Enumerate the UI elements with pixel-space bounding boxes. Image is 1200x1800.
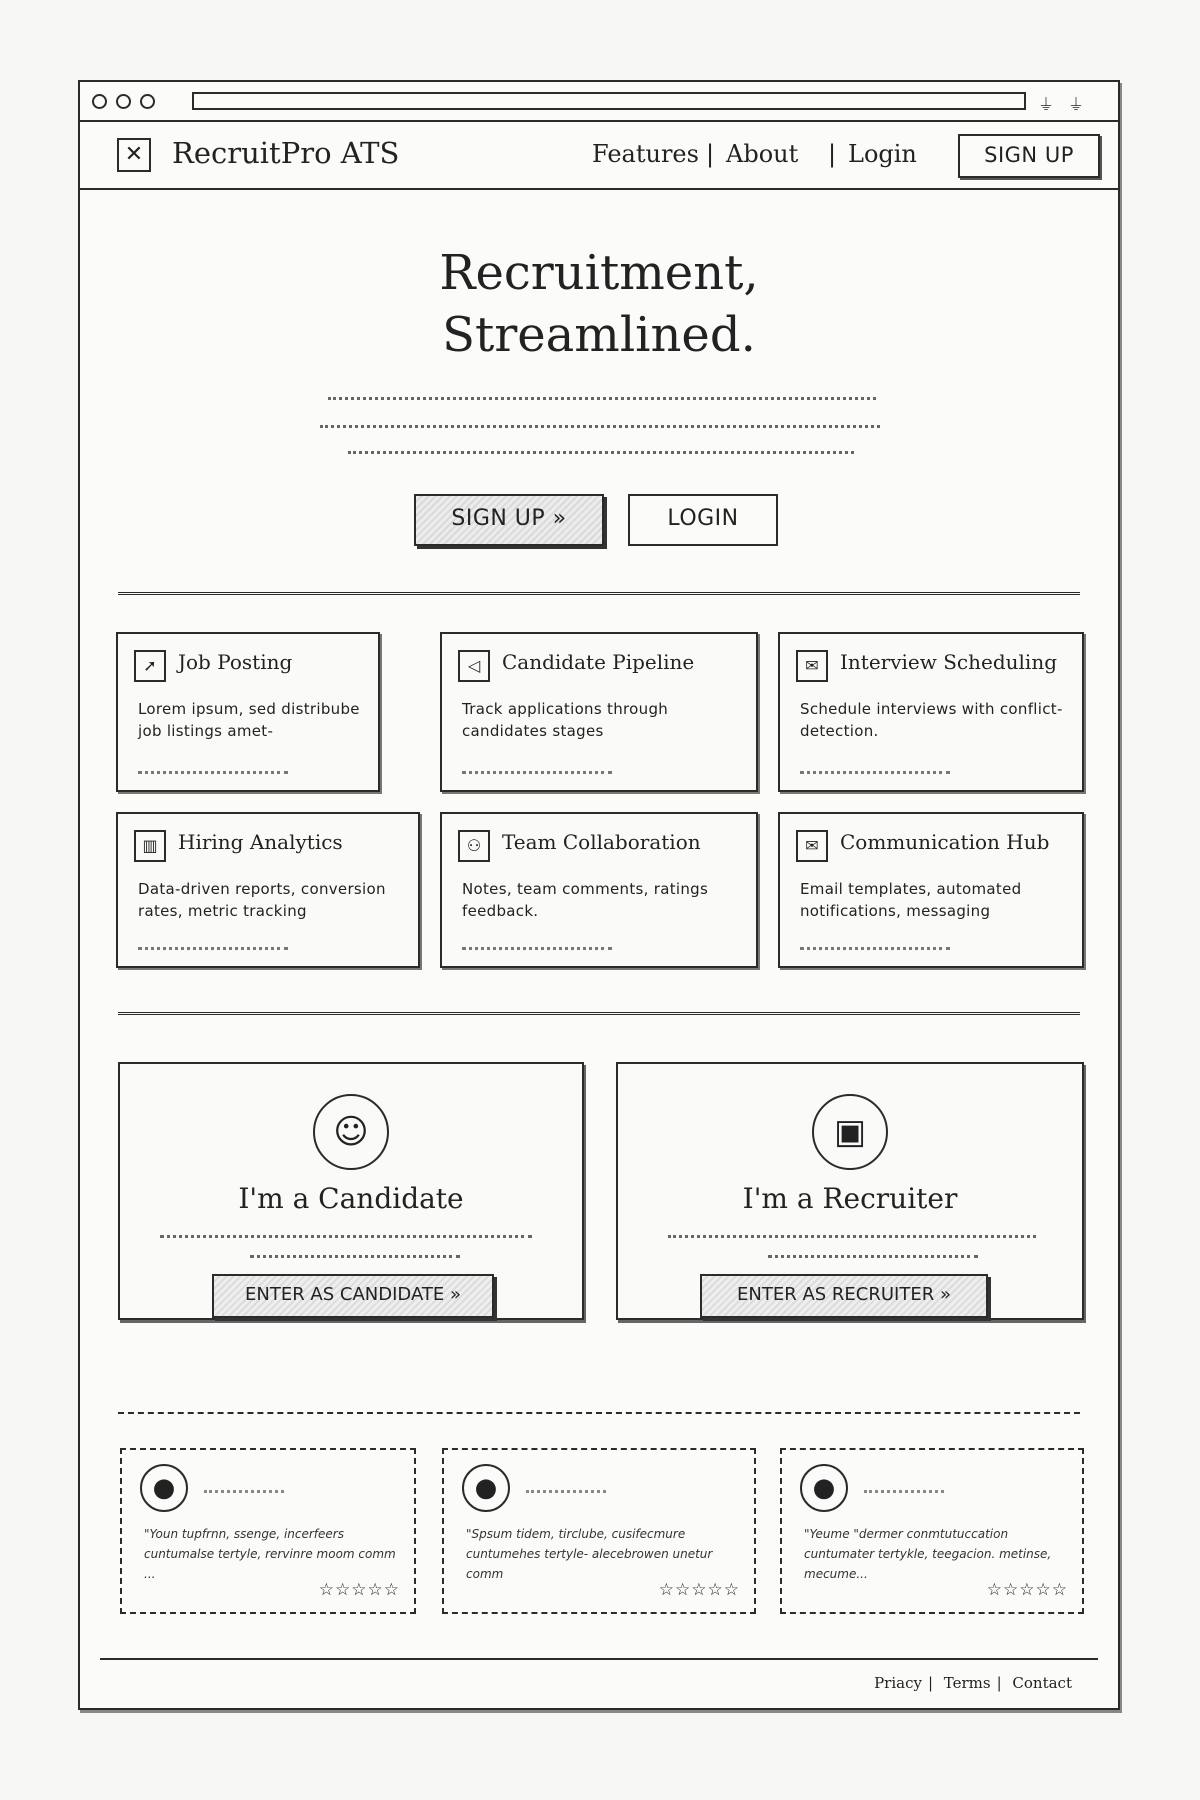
feature-card-team-collaboration[interactable] [440, 812, 758, 968]
logo-icon: ✕ [117, 138, 151, 172]
testimonial-quote: "Spsum tidem, tirclube, cusifecmure cuntumehes tertyle- alecebrowen unetur comm [466, 1527, 713, 1581]
team-icon: ⚇ [458, 830, 490, 862]
avatar-icon: ● [800, 1464, 848, 1512]
brand-name[interactable]: RecruitPro ATS [172, 136, 400, 170]
section-divider [118, 592, 1080, 595]
top-nav [80, 122, 1118, 190]
card-scribble [250, 1254, 460, 1258]
hero-title [80, 242, 1118, 366]
nav-link-login[interactable]: Login [848, 140, 917, 168]
section-divider [118, 1412, 1080, 1414]
hero-signup-button[interactable]: SIGN UP » [414, 494, 604, 546]
hero-subtitle-scribble [348, 448, 854, 454]
testimonial-card [120, 1448, 416, 1614]
chart-icon: ▥ [134, 830, 166, 862]
browser-window [78, 80, 1120, 1710]
enter-as-recruiter-button[interactable]: ENTER AS RECRUITER » [700, 1274, 988, 1318]
enter-as-candidate-button[interactable]: ENTER AS CANDIDATE » [212, 1274, 494, 1318]
feature-description: Lorem ipsum, sed distribube job listings amet- [138, 700, 360, 740]
feature-description: Schedule interviews with conflict- detection. [800, 700, 1063, 740]
testimonial-quote: "Yeume "dermer conmtutuccation cuntumater tertykle, teegacion. metinse, mecume... [804, 1527, 1052, 1581]
section-divider [118, 1012, 1080, 1015]
nav-link-features[interactable]: Features [592, 140, 699, 168]
footer-links: Priacy | Terms | Contact [874, 1674, 1072, 1692]
nav-separator: | [706, 140, 715, 168]
feature-scribble [138, 947, 288, 950]
feature-card-communication-hub[interactable] [778, 812, 1084, 968]
nav-separator: | [828, 140, 837, 168]
card-scribble [668, 1234, 1036, 1238]
feature-title: Job Posting [178, 650, 293, 674]
avatar-icon: ● [462, 1464, 510, 1512]
recruiter-card-title: I'm a Recruiter [742, 1182, 958, 1215]
send-icon: ➚ [134, 650, 166, 682]
nav-link-about[interactable]: About [726, 140, 799, 168]
feature-scribble [800, 771, 950, 774]
hero-subtitle-scribble [320, 422, 880, 428]
footer-link-terms[interactable]: Terms [943, 1674, 991, 1692]
feature-title: Candidate Pipeline [502, 650, 695, 674]
hero-title-line2: Streamlined. [442, 307, 756, 363]
feature-description: Email templates, automated notifications, messaging [800, 880, 1022, 920]
testimonial-name-scribble [864, 1490, 944, 1493]
feature-scribble [138, 771, 288, 774]
mail-icon: ✉ [796, 830, 828, 862]
feature-description: Track applications through candidates stages [462, 700, 669, 740]
feature-card-job-posting[interactable] [116, 632, 380, 792]
user-icon: ☺ [313, 1094, 389, 1170]
testimonial-card [442, 1448, 756, 1614]
feature-title: Hiring Analytics [178, 830, 343, 854]
feature-scribble [800, 947, 950, 950]
briefcase-icon: ▣ [812, 1094, 888, 1170]
hero-title-line1: Recruitment, [439, 245, 759, 301]
feature-title: Interview Scheduling [840, 650, 1058, 674]
plug-icon[interactable]: ⏚ [1038, 95, 1055, 114]
hero-login-button[interactable]: LOGIN [628, 494, 778, 546]
star-rating: ☆☆☆☆☆ [658, 1580, 740, 1600]
feature-scribble [462, 771, 612, 774]
window-minimize-dot[interactable] [116, 94, 131, 109]
address-bar[interactable] [192, 92, 1026, 110]
feature-description: Notes, team comments, ratings feedback. [462, 880, 709, 920]
card-scribble [768, 1254, 978, 1258]
footer-link-privacy[interactable]: Priacy [874, 1674, 922, 1692]
feature-scribble [462, 947, 612, 950]
avatar-icon: ● [140, 1464, 188, 1512]
testimonial-card [780, 1448, 1084, 1614]
candidate-card[interactable] [118, 1062, 584, 1320]
testimonial-quote: "Youn tupfrnn, ssenge, incerfeers cuntumalse tertyle, rervinre moom comm ... [144, 1527, 396, 1581]
feature-title: Team Collaboration [502, 830, 701, 854]
recruiter-card[interactable] [616, 1062, 1084, 1320]
candidate-card-title: I'm a Candidate [238, 1182, 464, 1215]
testimonial-name-scribble [526, 1490, 606, 1493]
card-scribble [160, 1234, 532, 1238]
footer-divider [100, 1658, 1098, 1660]
mail-icon: ✉ [796, 650, 828, 682]
testimonial-name-scribble [204, 1490, 284, 1493]
feature-card-interview-scheduling[interactable] [778, 632, 1084, 792]
flag-icon: ◁ [458, 650, 490, 682]
feature-description: Data-driven reports, conversion rates, metric tracking [138, 880, 386, 920]
nav-signup-button[interactable]: SIGN UP [958, 134, 1100, 178]
browser-chrome [80, 82, 1118, 122]
plug-icon[interactable]: ⏚ [1068, 95, 1085, 114]
window-close-dot[interactable] [92, 94, 107, 109]
star-rating: ☆☆☆☆☆ [318, 1580, 400, 1600]
window-maximize-dot[interactable] [140, 94, 155, 109]
star-rating: ☆☆☆☆☆ [986, 1580, 1068, 1600]
feature-card-candidate-pipeline[interactable] [440, 632, 758, 792]
hero-subtitle-scribble [328, 394, 876, 400]
footer-link-contact[interactable]: Contact [1012, 1674, 1072, 1692]
feature-card-hiring-analytics[interactable] [116, 812, 420, 968]
feature-title: Communication Hub [840, 830, 1050, 854]
